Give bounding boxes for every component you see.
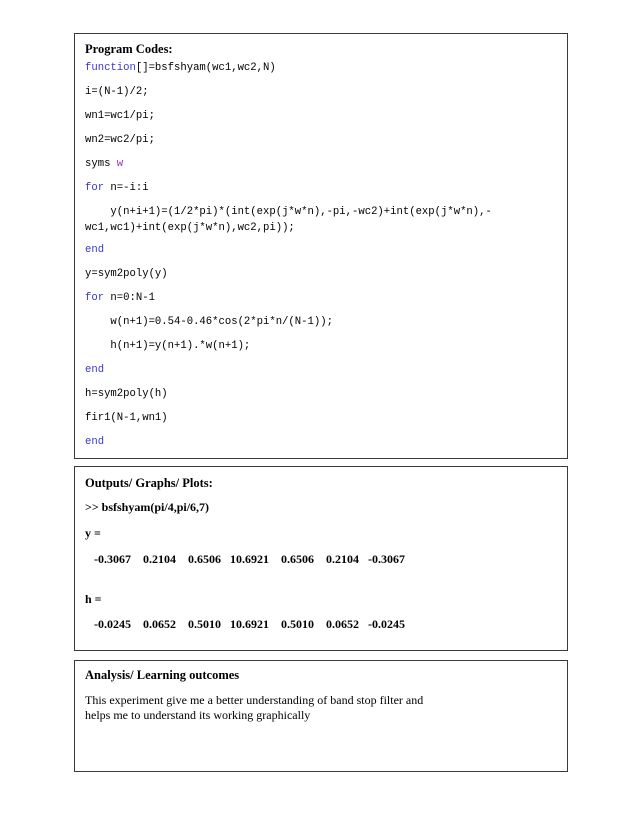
code-line: fir1(N-1,wn1) (85, 412, 168, 424)
analysis-text-line-1: This experiment give me a better understanding of band stop filter and (85, 693, 424, 707)
code-line: for n=0:N-1 (85, 292, 155, 304)
program-codes-title: Program Codes: (85, 42, 173, 56)
outputs-box (74, 466, 568, 651)
keyword: for (85, 292, 105, 304)
analysis-title: Analysis/ Learning outcomes (85, 668, 240, 682)
code-line: h=sym2poly(h) (85, 388, 168, 400)
code-line: syms w (85, 158, 124, 170)
keyword: end (85, 244, 105, 256)
code-line: y(n+i+1)=(1/2*pi)*(int(exp(j*w*n),-pi,-wc2)+int(exp(j*w*n),- (85, 206, 492, 218)
code-line: y=sym2poly(y) (85, 268, 168, 280)
code-line: w(n+1)=0.54-0.46*cos(2*pi*n/(N-1)); (85, 316, 333, 328)
code-line (85, 363, 104, 377)
analysis-box (74, 660, 568, 772)
code-line: function[]=bsfshyam(wc1,wc2,N) (85, 62, 276, 74)
keyword: end (85, 364, 105, 376)
keyword: function (85, 62, 136, 74)
code-line: wn1=wc1/pi; (85, 110, 155, 122)
code-line: wn2=wc2/pi; (85, 134, 155, 146)
y-values: -0.3067 0.2104 0.6506 10.6921 0.6506 0.2104 -0.3067 (85, 552, 405, 566)
keyword: for (85, 182, 105, 194)
code-line: h(n+1)=y(n+1).*w(n+1); (85, 340, 251, 352)
outputs-title: Outputs/ Graphs/ Plots: (85, 476, 213, 490)
code-line (85, 243, 104, 257)
y-label: y = (85, 526, 101, 540)
command-line: >> bsfshyam(pi/4,pi/6,7) (85, 500, 210, 514)
h-label: h = (85, 592, 102, 606)
code-line: i=(N-1)/2; (85, 86, 149, 98)
code-line: wc1,wc1)+int(exp(j*w*n),wc2,pi)); (85, 222, 295, 234)
keyword: end (85, 436, 105, 448)
symbolic-variable: w (116, 158, 124, 170)
analysis-text-line-2: helps me to understand its working graphically (85, 708, 311, 722)
code-line: for n=-i:i (85, 182, 149, 194)
program-codes-box (74, 33, 568, 459)
code-line (85, 435, 104, 449)
h-values: -0.0245 0.0652 0.5010 10.6921 0.5010 0.0652 -0.0245 (85, 617, 405, 631)
